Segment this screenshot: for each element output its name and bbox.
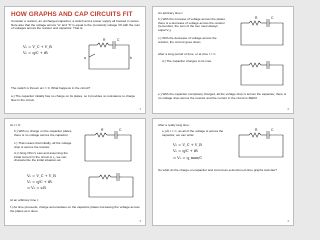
svg-text:R: R (101, 128, 104, 132)
svg-text:R: R (255, 128, 258, 132)
paragraph-f: f.) As time proceeds, charge accumulates on the capacitor plates increasing the voltage across the plates as it does. (10, 205, 140, 213)
intro-text: At t = 0: (10, 123, 21, 127)
equation-2: V₀ = q/C + iR (27, 180, 52, 184)
equation-1: V₀ = V_C + V_R (23, 45, 52, 49)
rc-circuit-diagram (235, 15, 289, 51)
rc-circuit-diagram (79, 127, 139, 167)
svg-text:C: C (119, 128, 122, 132)
page-number: 4 (287, 219, 289, 223)
paragraph-long-time: After a long period of time, or at time t = ∞: (158, 52, 217, 56)
paragraph-e: e.) With the capacitor completely charged, all the voltage drop is across the capacitor, there is no voltage drop across the resistor and the current in the circuit is ZERO. (158, 92, 287, 100)
answer-text: a.) The capacitor initially has no charge on its plates, so it provides no resistance to charge flow in the circuit. (11, 94, 136, 102)
question-text: The switch is thrown at t = 0. What happens in the circuit? (11, 86, 91, 90)
paragraph-b: b.) With the increase of voltage across the plates, there is a decrease of voltage across the resistor (remember, the sum of the two must always equal V₀). (158, 17, 226, 33)
closing-question: So what do the charge-on-capacitor and current-as-a-function-of-time graphs look like? (158, 168, 277, 172)
intro-text: After a really long time: (158, 123, 190, 127)
svg-text:C: C (271, 16, 274, 20)
intro-text: Consider a resistor, an uncharged capacitor, a switch and a power supply all hooked in series. Note also that the voltage across "a" and "b" is equal to the (constant) voltage V0 with the sum of voltages across the resistor and capacitor. That is: (11, 19, 141, 31)
equation-1: V₀ = V_C + V_R (173, 143, 202, 147)
slide-3 (4, 118, 146, 226)
slide-1 (4, 6, 146, 114)
paragraph-b: b.) With no charge on the capacitor plates, there is no voltage across the capacitor. (14, 129, 73, 137)
svg-text:C: C (271, 128, 274, 132)
svg-text:a: a (84, 56, 86, 60)
page-number: 3 (139, 219, 141, 223)
svg-text:C: C (117, 38, 120, 42)
paragraph-c: c.) That means that initially, all the voltage drop is across the resistor. (14, 141, 72, 149)
slide-4 (152, 118, 294, 226)
equation-2: V₀ = q/C + iR (23, 51, 48, 55)
page-number: 1 (139, 107, 141, 111)
intro-text: An arbitrary time t: (158, 11, 184, 15)
equation-1: V₀ = V_C + V_R (27, 174, 56, 178)
page-number: 2 (287, 107, 289, 111)
equation-3: ⇒ V₀ = q_max/C (173, 156, 203, 160)
paragraph-c: c.) With the decrease of voltage across the resistor, the current goes down. (158, 36, 217, 44)
rc-circuit-diagram (233, 127, 289, 161)
svg-text:R: R (103, 38, 106, 42)
rc-circuit-diagram-charged (235, 57, 289, 91)
rc-circuit-diagram-arbitrary (83, 171, 139, 201)
svg-text:R: R (255, 16, 258, 20)
paragraph-arbitrary: At an arbitrary time t: (10, 198, 39, 202)
slide-2 (152, 6, 294, 114)
equation-3: ⇒ V₀ = i₀R (27, 186, 46, 190)
paragraph-e: e.) At t = ∞, as all of the voltage is across the capacitor, we can write: (162, 129, 224, 137)
paragraph-d: d.) The capacitor charges to its max. (162, 59, 212, 63)
rc-circuit-diagram (83, 37, 135, 77)
equation-2: V₀ = q/C + iR (173, 149, 198, 153)
slide-title: HOW GRAPHS AND CAP CIRCUITS FIT (11, 11, 133, 18)
svg-text:b: b (130, 56, 132, 60)
paragraph-d: d.) Using Ohm's Law and assuming the initial current in the circuit is i₀, we can characterize the initial situation as: (14, 151, 68, 163)
